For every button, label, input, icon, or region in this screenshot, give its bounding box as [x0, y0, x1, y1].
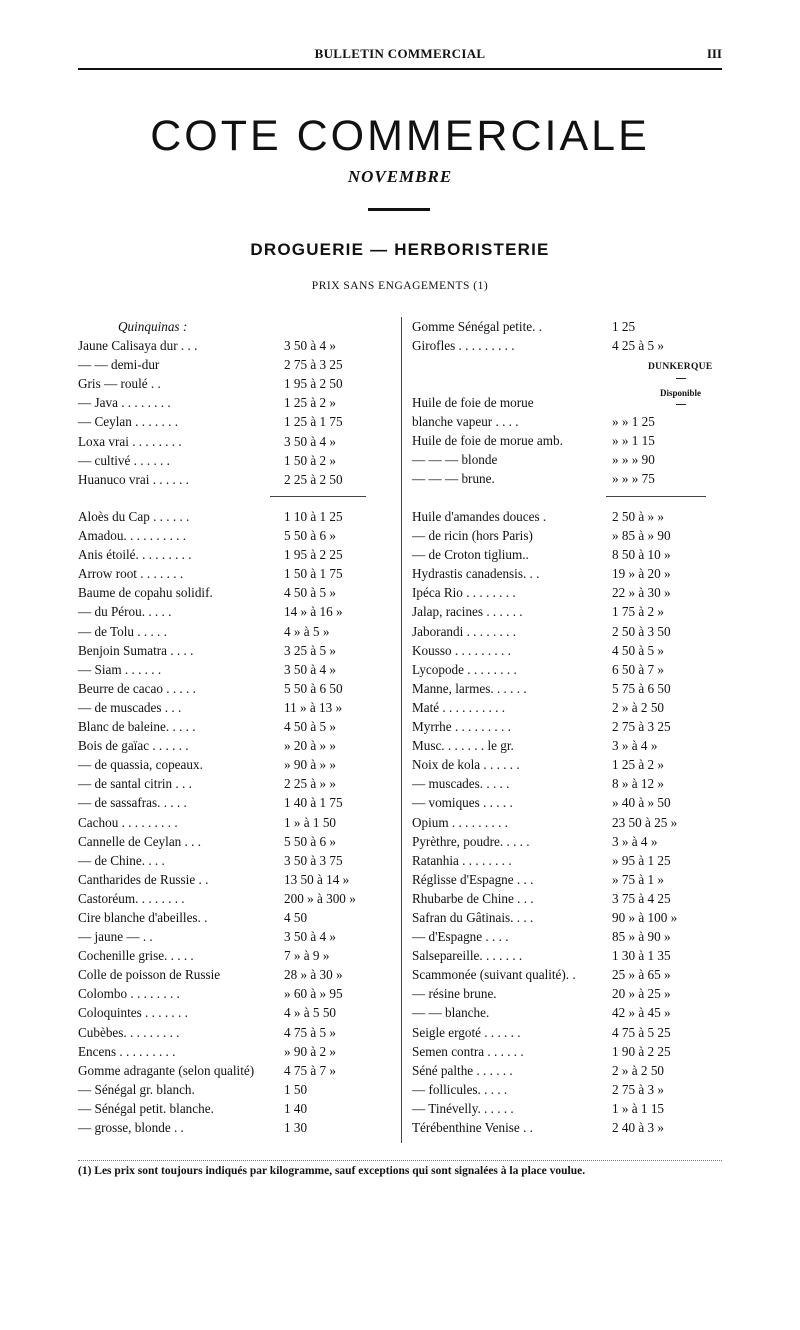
item-label: — Sénégal petit. blanche.: [78, 1100, 214, 1116]
item-label: Loxa vrai . . . . . . . .: [78, 433, 182, 449]
item-label: Cubèbes. . . . . . . . .: [78, 1024, 180, 1040]
item-label: Colombo . . . . . . . .: [78, 986, 180, 1002]
price-row: [78, 851, 394, 870]
price-row: [412, 908, 724, 927]
item-price: 5 50 à 6 »: [284, 833, 337, 849]
price-row: [78, 927, 394, 946]
item-label: Arrow root . . . . . . .: [78, 566, 184, 582]
item-price: » 95 à 1 25: [612, 852, 671, 868]
price-row: [78, 1023, 394, 1042]
footnote: (1) Les prix sont toujours indiqués par kilogramme, sauf exceptions qui sont signalées à la place voulue.: [78, 1165, 586, 1177]
price-row: [412, 774, 724, 793]
item-label: Cire blanche d'abeilles. .: [78, 909, 208, 925]
item-price: 3 75 à 4 25: [612, 890, 671, 906]
price-row: [78, 583, 394, 602]
price-row: [78, 374, 394, 393]
price-note: PRIX SANS ENGAGEMENTS (1): [311, 280, 489, 292]
price-row: [412, 793, 724, 812]
item-label: — Siam . . . . . .: [78, 661, 162, 677]
price-row: [412, 602, 724, 621]
item-price: » 90 à 2 »: [284, 1043, 337, 1059]
item-price: » » 1 15: [612, 433, 655, 449]
price-row: [78, 564, 394, 583]
price-row: [412, 1042, 724, 1061]
price-row: [412, 431, 724, 450]
item-price: 8 50 à 10 »: [612, 547, 671, 563]
running-head: [78, 46, 722, 66]
item-label: Gris — roulé . .: [78, 376, 161, 392]
price-row: [412, 698, 724, 717]
item-label: — — demi-dur: [78, 357, 160, 373]
item-label: — cultivé . . . . . .: [78, 452, 170, 468]
item-label: Benjoin Sumatra . . . .: [78, 642, 194, 658]
item-price: 3 50 à 4 »: [284, 433, 337, 449]
item-label: — vomiques . . . . .: [412, 795, 513, 811]
item-price: 4 50: [284, 909, 308, 925]
item-label: Térébenthine Venise . .: [412, 1120, 533, 1135]
item-label: Huile de foie de morue: [412, 395, 534, 410]
item-price: 4 75 à 5 25: [612, 1024, 671, 1040]
price-row: [78, 412, 394, 431]
item-price: 2 50 à 3 50: [612, 623, 671, 639]
item-label: Lycopode . . . . . . . .: [412, 661, 517, 677]
item-label: Bois de gaïac . . . . . .: [78, 738, 189, 754]
item-label: Maté . . . . . . . . . .: [412, 699, 506, 715]
item-label: Baume de copahu solidif.: [78, 585, 213, 601]
price-row: [78, 679, 394, 698]
item-price: 1 40: [284, 1100, 308, 1116]
item-label: Kousso . . . . . . . . .: [412, 642, 511, 658]
item-price: 3 50 à 3 75: [284, 852, 343, 868]
item-price: » » » 75: [612, 471, 655, 487]
item-price: 1 25 à 1 75: [284, 414, 343, 430]
footnote-rule: [78, 1160, 722, 1161]
price-row: [412, 1023, 724, 1042]
item-price: 4 75 à 7 »: [284, 1062, 337, 1078]
item-price: 23 50 à 25 »: [612, 814, 678, 830]
item-label: Huile d'amandes douces .: [412, 509, 547, 524]
price-block: [412, 507, 724, 1137]
price-row: [78, 451, 394, 470]
price-row: [412, 1061, 724, 1080]
price-row: [412, 641, 724, 660]
price-row: [78, 1003, 394, 1022]
item-label: Huile de foie de morue amb.: [412, 433, 563, 449]
price-row: [412, 412, 724, 431]
header-rule: [78, 68, 722, 70]
price-row: [78, 908, 394, 927]
price-row: [78, 774, 394, 793]
item-label: Ipéca Rio . . . . . . . .: [412, 585, 516, 601]
price-block: [78, 507, 394, 1137]
price-block: [78, 317, 394, 489]
item-price: 200 » à 300 »: [284, 890, 356, 906]
item-price: 1 30: [284, 1120, 308, 1135]
item-price: 1 50 à 1 75: [284, 566, 343, 582]
price-row: [412, 507, 724, 526]
item-price: 3 » à 4 »: [612, 833, 658, 849]
item-label: Cachou . . . . . . . . .: [78, 814, 178, 830]
item-price: 3 50 à 4 »: [284, 338, 337, 354]
price-row: [78, 755, 394, 774]
price-row: [412, 450, 724, 469]
price-row: [78, 1099, 394, 1118]
item-label: Pyrèthre, poudre. . . . .: [412, 833, 530, 849]
item-price: 2 75 à 3 »: [612, 1081, 665, 1097]
item-label: — de sassafras. . . . .: [78, 795, 187, 811]
item-price: 4 75 à 5 »: [284, 1024, 337, 1040]
item-price: 1 25: [612, 319, 636, 334]
item-price: 1 95 à 2 25: [284, 547, 343, 563]
item-label: Quinquinas :: [118, 319, 188, 334]
price-row: [78, 545, 394, 564]
price-row: [412, 1003, 724, 1022]
item-price: 20 » à 25 »: [612, 986, 671, 1002]
item-label: — Ceylan . . . . . . .: [78, 414, 178, 430]
price-row: [78, 889, 394, 908]
item-price: 5 50 à 6 50: [284, 680, 343, 696]
price-row: [412, 984, 724, 1003]
price-row: [412, 965, 724, 984]
item-price: 1 10 à 1 25: [284, 509, 343, 524]
item-price: 1 50 à 2 »: [284, 452, 337, 468]
item-price: » 85 à » 90: [612, 528, 671, 544]
item-price: » 40 à » 50: [612, 795, 671, 811]
item-price: 4 » à 5 »: [284, 623, 330, 639]
item-label: Amadou. . . . . . . . . .: [78, 528, 187, 544]
item-price: 4 » à 5 50: [284, 1005, 337, 1021]
item-label: Jaborandi . . . . . . . .: [412, 623, 517, 639]
item-price: » 60 à » 95: [284, 986, 343, 1002]
item-price: 4 50 à 5 »: [612, 642, 665, 658]
item-price: 2 25 à » »: [284, 776, 337, 792]
item-label: — de quassia, copeaux.: [78, 757, 203, 773]
column-divider: [401, 317, 402, 1143]
item-price: 5 75 à 6 50: [612, 680, 671, 696]
price-row: [78, 736, 394, 755]
price-row: [78, 1118, 394, 1137]
item-label: Rhubarbe de Chine . . .: [412, 890, 534, 906]
item-label: Safran du Gâtinais. . . .: [412, 909, 534, 925]
item-price: 1 » à 1 50: [284, 814, 337, 830]
price-row: [412, 317, 724, 336]
item-price: 90 » à 100 »: [612, 909, 678, 925]
item-label: Ratanhia . . . . . . . .: [412, 852, 512, 868]
price-row: [78, 602, 394, 621]
price-row: [78, 526, 394, 545]
price-row: [78, 717, 394, 736]
price-row: [412, 622, 724, 641]
item-price: 1 75 à 2 »: [612, 604, 665, 620]
item-price: » » 1 25: [612, 414, 655, 430]
price-row: [78, 355, 394, 374]
item-price: 13 50 à 14 »: [284, 871, 350, 887]
item-label: — de santal citrin . . .: [78, 776, 192, 792]
title-ornament-rule: [368, 208, 430, 211]
item-label: Réglisse d'Espagne . . .: [412, 871, 534, 887]
price-block: [412, 317, 724, 355]
item-label: Encens . . . . . . . . .: [78, 1043, 176, 1059]
right-block-separator: [606, 496, 706, 497]
item-price: 8 » à 12 »: [612, 776, 665, 792]
page-number: III: [706, 46, 722, 61]
price-row: [412, 564, 724, 583]
item-price: 1 25 à 2 »: [612, 757, 665, 773]
price-row: [78, 946, 394, 965]
item-label: Myrrhe . . . . . . . . .: [412, 719, 511, 735]
price-row: [78, 870, 394, 889]
item-price: 2 25 à 2 50: [284, 471, 343, 487]
item-price: 1 90 à 2 25: [612, 1043, 671, 1059]
item-label: — Sénégal gr. blanch.: [78, 1081, 195, 1097]
disponible-dash: [676, 404, 686, 405]
item-label: Seigle ergoté . . . . . .: [412, 1024, 521, 1040]
item-price: 4 25 à 5 »: [612, 338, 665, 354]
price-row: [412, 889, 724, 908]
price-row: [412, 946, 724, 965]
item-label: Noix de kola . . . . . .: [412, 757, 520, 773]
item-label: Semen contra . . . . . .: [412, 1043, 524, 1059]
item-price: 25 » à 65 »: [612, 967, 671, 983]
price-row: [78, 984, 394, 1003]
item-label: Beurre de cacao . . . . .: [78, 680, 196, 696]
item-label: Colle de poisson de Russie: [78, 967, 221, 983]
item-price: 6 50 à 7 »: [612, 661, 665, 677]
price-row: [412, 1118, 724, 1137]
page-title: COTE COMMERCIALE: [150, 112, 650, 160]
item-price: 1 25 à 2 »: [284, 395, 337, 411]
item-price: 1 » à 1 15: [612, 1100, 665, 1116]
price-row: [412, 755, 724, 774]
price-row: [78, 336, 394, 355]
item-price: 4 50 à 5 »: [284, 719, 337, 735]
price-row: [78, 813, 394, 832]
item-label: Manne, larmes. . . . . .: [412, 680, 527, 696]
item-label: — — blanche.: [412, 1005, 490, 1021]
item-price: 3 50 à 4 »: [284, 661, 337, 677]
item-price: 4 50 à 5 »: [284, 585, 337, 601]
price-row: [78, 1080, 394, 1099]
item-price: » » » 90: [612, 452, 655, 468]
running-head-title: BULLETIN COMMERCIAL: [314, 46, 486, 61]
dunkerque-dash: [676, 378, 686, 379]
section-heading: DROGUERIE — HERBORISTERIE: [250, 240, 550, 259]
price-row: [412, 336, 724, 355]
item-label: Gomme Sénégal petite. .: [412, 319, 543, 334]
price-row: [78, 470, 394, 489]
item-label: Coloquintes . . . . . . .: [78, 1005, 188, 1021]
item-price: 2 75 à 3 25: [284, 357, 343, 373]
item-label: Aloès du Cap . . . . . .: [78, 509, 190, 524]
item-label: Salsepareille. . . . . . .: [412, 948, 523, 964]
price-row: [78, 660, 394, 679]
item-price: 3 25 à 5 »: [284, 642, 337, 658]
item-price: 11 » à 13 »: [284, 699, 343, 715]
item-label: — de Tolu . . . . .: [78, 623, 167, 639]
item-price: 3 » à 4 »: [612, 738, 658, 754]
disponible-label: Disponible: [660, 388, 702, 398]
price-row: [412, 583, 724, 602]
price-row: [78, 432, 394, 451]
item-label: — Tinévelly. . . . . .: [412, 1100, 514, 1116]
item-price: 28 » à 30 »: [284, 967, 343, 983]
price-row: [412, 832, 724, 851]
price-row: [78, 1042, 394, 1061]
price-row: [78, 698, 394, 717]
item-price: 7 » à 9 »: [284, 948, 330, 964]
item-price: 2 75 à 3 25: [612, 719, 671, 735]
item-label: — du Pérou. . . . .: [78, 604, 172, 620]
price-row: [412, 526, 724, 545]
price-row: [412, 927, 724, 946]
price-row: [78, 317, 394, 336]
item-price: 5 50 à 6 »: [284, 528, 337, 544]
price-row: [78, 622, 394, 641]
item-label: — — — brune.: [412, 471, 495, 487]
price-row: [78, 507, 394, 526]
item-price: 19 » à 20 »: [612, 566, 671, 582]
item-price: 3 50 à 4 »: [284, 929, 337, 945]
item-label: Cochenille grise. . . . .: [78, 948, 194, 964]
item-price: 2 » à 2 50: [612, 1062, 665, 1078]
item-price: » 75 à 1 »: [612, 871, 665, 887]
price-row: [412, 660, 724, 679]
item-label: — muscades. . . . .: [412, 776, 510, 792]
price-row: [412, 679, 724, 698]
item-label: Girofles . . . . . . . . .: [412, 338, 515, 354]
dunkerque-label: DUNKERQUE: [648, 362, 713, 372]
item-label: blanche vapeur . . . .: [412, 414, 519, 430]
item-price: 1 30 à 1 35: [612, 948, 671, 964]
item-price: » 90 à » »: [284, 757, 337, 773]
item-label: Séné palthe . . . . . .: [412, 1062, 513, 1078]
item-label: Hydrastis canadensis. . .: [412, 566, 540, 582]
item-price: 42 » à 45 »: [612, 1005, 671, 1021]
item-label: Cannelle de Ceylan . . .: [78, 833, 202, 849]
price-row: [412, 870, 724, 889]
item-price: 2 40 à 3 »: [612, 1120, 665, 1135]
item-label: — follicules. . . . .: [412, 1081, 508, 1097]
left-block-separator: [270, 496, 366, 497]
item-label: — de ricin (hors Paris): [412, 528, 533, 544]
item-label: — résine brune.: [412, 986, 497, 1002]
price-row: [412, 1099, 724, 1118]
item-price: 1 40 à 1 75: [284, 795, 343, 811]
price-row: [412, 736, 724, 755]
item-label: — grosse, blonde . .: [78, 1120, 184, 1135]
item-price: 14 » à 16 »: [284, 604, 343, 620]
price-row: [78, 832, 394, 851]
item-label: Scammonée (suivant qualité). .: [412, 967, 576, 983]
price-row: [78, 1061, 394, 1080]
price-row: [412, 813, 724, 832]
item-label: — — — blonde: [412, 452, 498, 468]
item-label: Huanuco vrai . . . . . .: [78, 471, 189, 487]
item-price: » 20 à » »: [284, 738, 337, 754]
item-price: 22 » à 30 »: [612, 585, 671, 601]
price-row: [78, 793, 394, 812]
item-label: Jaune Calisaya dur . . .: [78, 338, 198, 354]
price-row: [412, 545, 724, 564]
item-label: Opium . . . . . . . . .: [412, 814, 508, 830]
price-row: [412, 851, 724, 870]
item-label: — d'Espagne . . . .: [412, 929, 509, 945]
item-price: 2 50 à » »: [612, 509, 665, 524]
item-price: 85 » à 90 »: [612, 929, 671, 945]
item-label: — de Croton tiglium..: [412, 547, 529, 563]
price-row: [412, 717, 724, 736]
price-block: [412, 393, 724, 488]
item-label: Gomme adragante (selon qualité): [78, 1062, 255, 1078]
item-label: Cantharides de Russie . .: [78, 871, 209, 887]
item-label: Jalap, racines . . . . . .: [412, 604, 523, 620]
item-label: Musc. . . . . . . le gr.: [412, 738, 514, 754]
item-price: 1 95 à 2 50: [284, 376, 343, 392]
item-label: — jaune — . .: [78, 929, 153, 945]
item-label: — Java . . . . . . . .: [78, 395, 171, 411]
price-row: [412, 1080, 724, 1099]
item-label: — de muscades . . .: [78, 699, 182, 715]
item-label: Castoréum. . . . . . . .: [78, 890, 185, 906]
item-label: — de Chine. . . .: [78, 852, 165, 868]
item-label: Anis étoilé. . . . . . . . .: [78, 547, 192, 563]
item-price: 1 50: [284, 1081, 308, 1097]
price-row: [78, 965, 394, 984]
price-row: [412, 469, 724, 488]
page-subtitle: NOVEMBRE: [347, 167, 453, 186]
price-row: [78, 393, 394, 412]
price-row: [78, 641, 394, 660]
item-price: 2 » à 2 50: [612, 699, 665, 715]
item-label: Blanc de baleine. . . . .: [78, 719, 196, 735]
